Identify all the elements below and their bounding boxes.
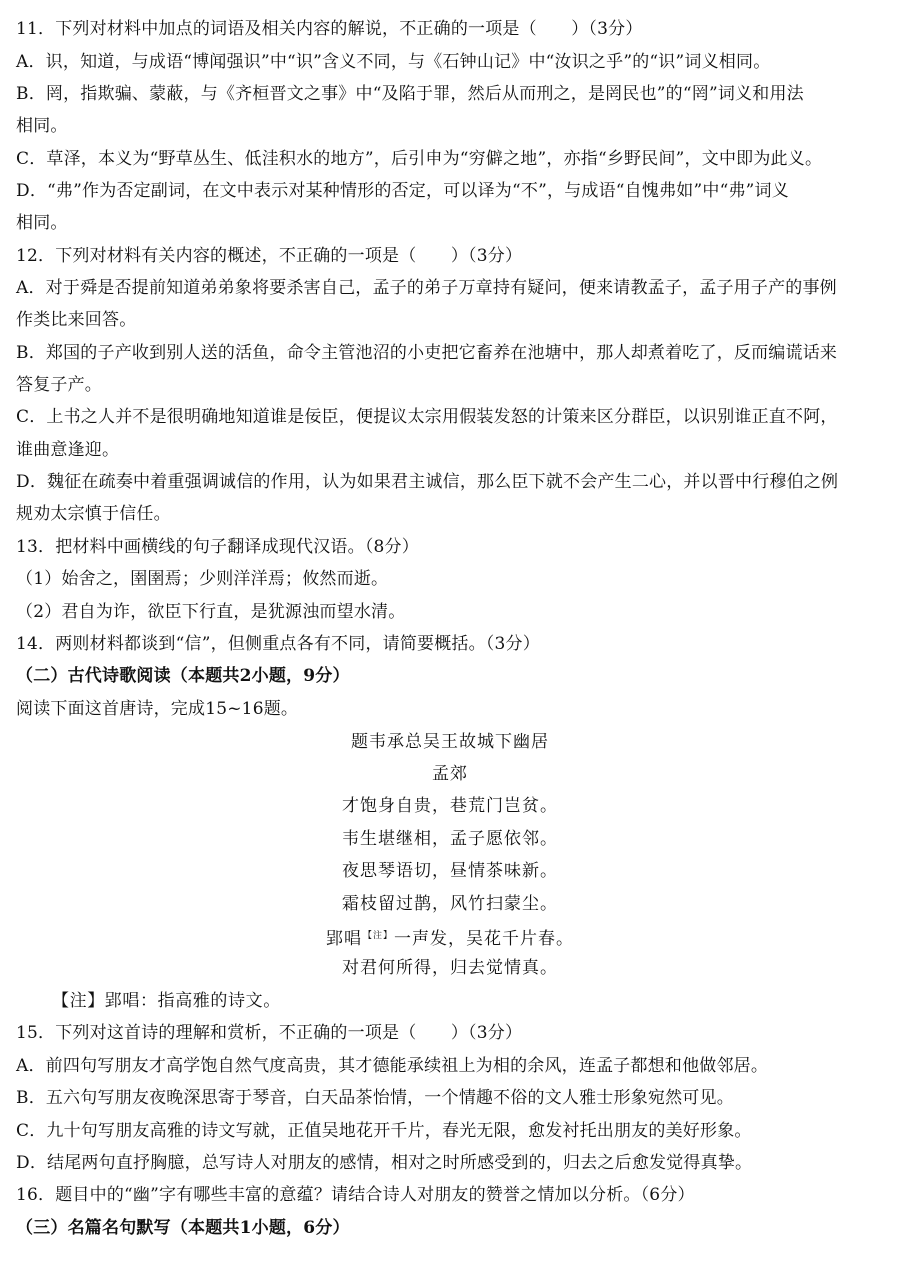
q13-sentence-1: （1）始舍之，圉圉焉；少则洋洋焉；攸然而逝。: [16, 569, 389, 589]
poem-line-5-end: 一声发，吴花千片春。: [394, 929, 574, 949]
q12-option-c-line2: 谁曲意逢迎。: [16, 440, 120, 460]
poem-line-5: [0, 925, 900, 950]
section-3-heading: （三）名篇名句默写（本题共1小题，6分）: [16, 1218, 350, 1238]
q15-option-b: B．五六句写朋友夜晚深思寄于琴音，白天品茶怡情，一个情趣不俗的文人雅士形象宛然可见。: [16, 1088, 734, 1108]
poem-author: 孟郊: [432, 764, 468, 784]
q13-stem: 13．把材料中画横线的句子翻译成现代汉语。（8分）: [16, 537, 419, 557]
section-2-heading: （二）古代诗歌阅读（本题共2小题，9分）: [16, 666, 350, 686]
q15-option-c: C．九十句写朋友高雅的诗文写就，正值吴地花开千片，春光无限，愈发衬托出朋友的美好形象。: [16, 1121, 752, 1141]
q12-stem: 12．下列对材料有关内容的概述，不正确的一项是（ ）（3分）: [16, 246, 523, 266]
q11-option-d-line1: D．“弗”作为否定副词，在文中表示对某种情形的否定，可以译为“不”，与成语“自愧弗如”中“弗”词义: [16, 181, 789, 201]
q15-option-a: A．前四句写朋友才高学饱自然气度高贵，其才德能承续祖上为相的余风，连孟子都想和他做邻居。: [16, 1056, 769, 1076]
q12-option-b-line2: 答复子产。: [16, 375, 102, 395]
poem-line-6: 对君何所得，归去觉情真。: [342, 958, 558, 978]
q13-sentence-2: （2）君自为诈，欲臣下行直，是犹源浊而望水清。: [16, 602, 406, 622]
poem-title: 题韦承总吴王故城下幽居: [351, 732, 549, 752]
q12-option-c-line1: C．上书之人并不是很明确地知道谁是佞臣，便提议太宗用假装发怒的计策来区分群臣，以识别谁正直不阿，: [16, 407, 838, 427]
poem-line-2: 韦生堪继相，孟子愿依邻。: [342, 829, 558, 849]
q11-stem: 11．下列对材料中加点的词语及相关内容的解说，不正确的一项是（ ）（3分）: [16, 19, 643, 39]
q11-option-b-line1: B．罔，指欺骗、蒙蔽，与《齐桓晋文之事》中“及陷于罪，然后从而刑之，是罔民也”的“罔”词义和用法: [16, 84, 804, 104]
q12-option-d-line2: 规劝太宗慎于信任。: [16, 504, 171, 524]
poem-note: 【注】郢唱：指高雅的诗文。: [52, 991, 281, 1011]
q12-option-a-line2: 作类比来回答。: [16, 310, 137, 330]
q12-option-b-line1: B．郑国的子产收到别人送的活鱼，命令主管池沼的小吏把它畜养在池塘中，那人却煮着吃了，反而编谎话来: [16, 343, 838, 363]
q11-option-a: A．识，知道，与成语“博闻强识”中“识”含义不同，与《石钟山记》中“汝识之乎”的“识”词义相同。: [16, 52, 771, 72]
q15-option-d: D．结尾两句直抒胸臆，总写诗人对朋友的感情，相对之时所感受到的，归去之后愈发觉得真挚。: [16, 1153, 753, 1173]
q12-option-d-line1: D．魏征在疏奏中着重强调诚信的作用，认为如果君主诚信，那么臣下就不会产生二心，并以晋中行穆伯之例: [16, 472, 839, 492]
q11-option-c: C．草泽，本义为“野草丛生、低洼积水的地方”，后引申为“穷僻之地”，亦指“乡野民间”，文中即为此义。: [16, 149, 823, 169]
q11-option-b-line2: 相同。: [16, 116, 68, 136]
poem-line-3: 夜思琴语切，昼情茶味新。: [342, 861, 558, 881]
q12-option-a-line1: A．对于舜是否提前知道弟弟象将要杀害自己，孟子的弟子万章持有疑问，便来请教孟子，孟子用子产的事例: [16, 278, 837, 298]
q14-stem: 14．两则材料都谈到“信”，但侧重点各有不同，请简要概括。（3分）: [16, 634, 540, 654]
annotation-marker: 【注】: [362, 931, 393, 941]
q16-stem: 16．题目中的“幽”字有哪些丰富的意蕴？请结合诗人对朋友的赞誉之情加以分析。（6分）: [16, 1185, 695, 1205]
poem-line-5-start: 郢唱: [325, 929, 362, 949]
q11-option-d-line2: 相同。: [16, 213, 68, 233]
q15-stem: 15．下列对这首诗的理解和赏析，不正确的一项是（ ）（3分）: [16, 1023, 523, 1043]
poem-line-4: 霜枝留过鹊，风竹扫蒙尘。: [342, 894, 558, 914]
poem-line-1: 才饱身自贵，巷荒门岂贫。: [342, 796, 558, 816]
section-2-intro: 阅读下面这首唐诗，完成15~16题。: [16, 699, 299, 719]
